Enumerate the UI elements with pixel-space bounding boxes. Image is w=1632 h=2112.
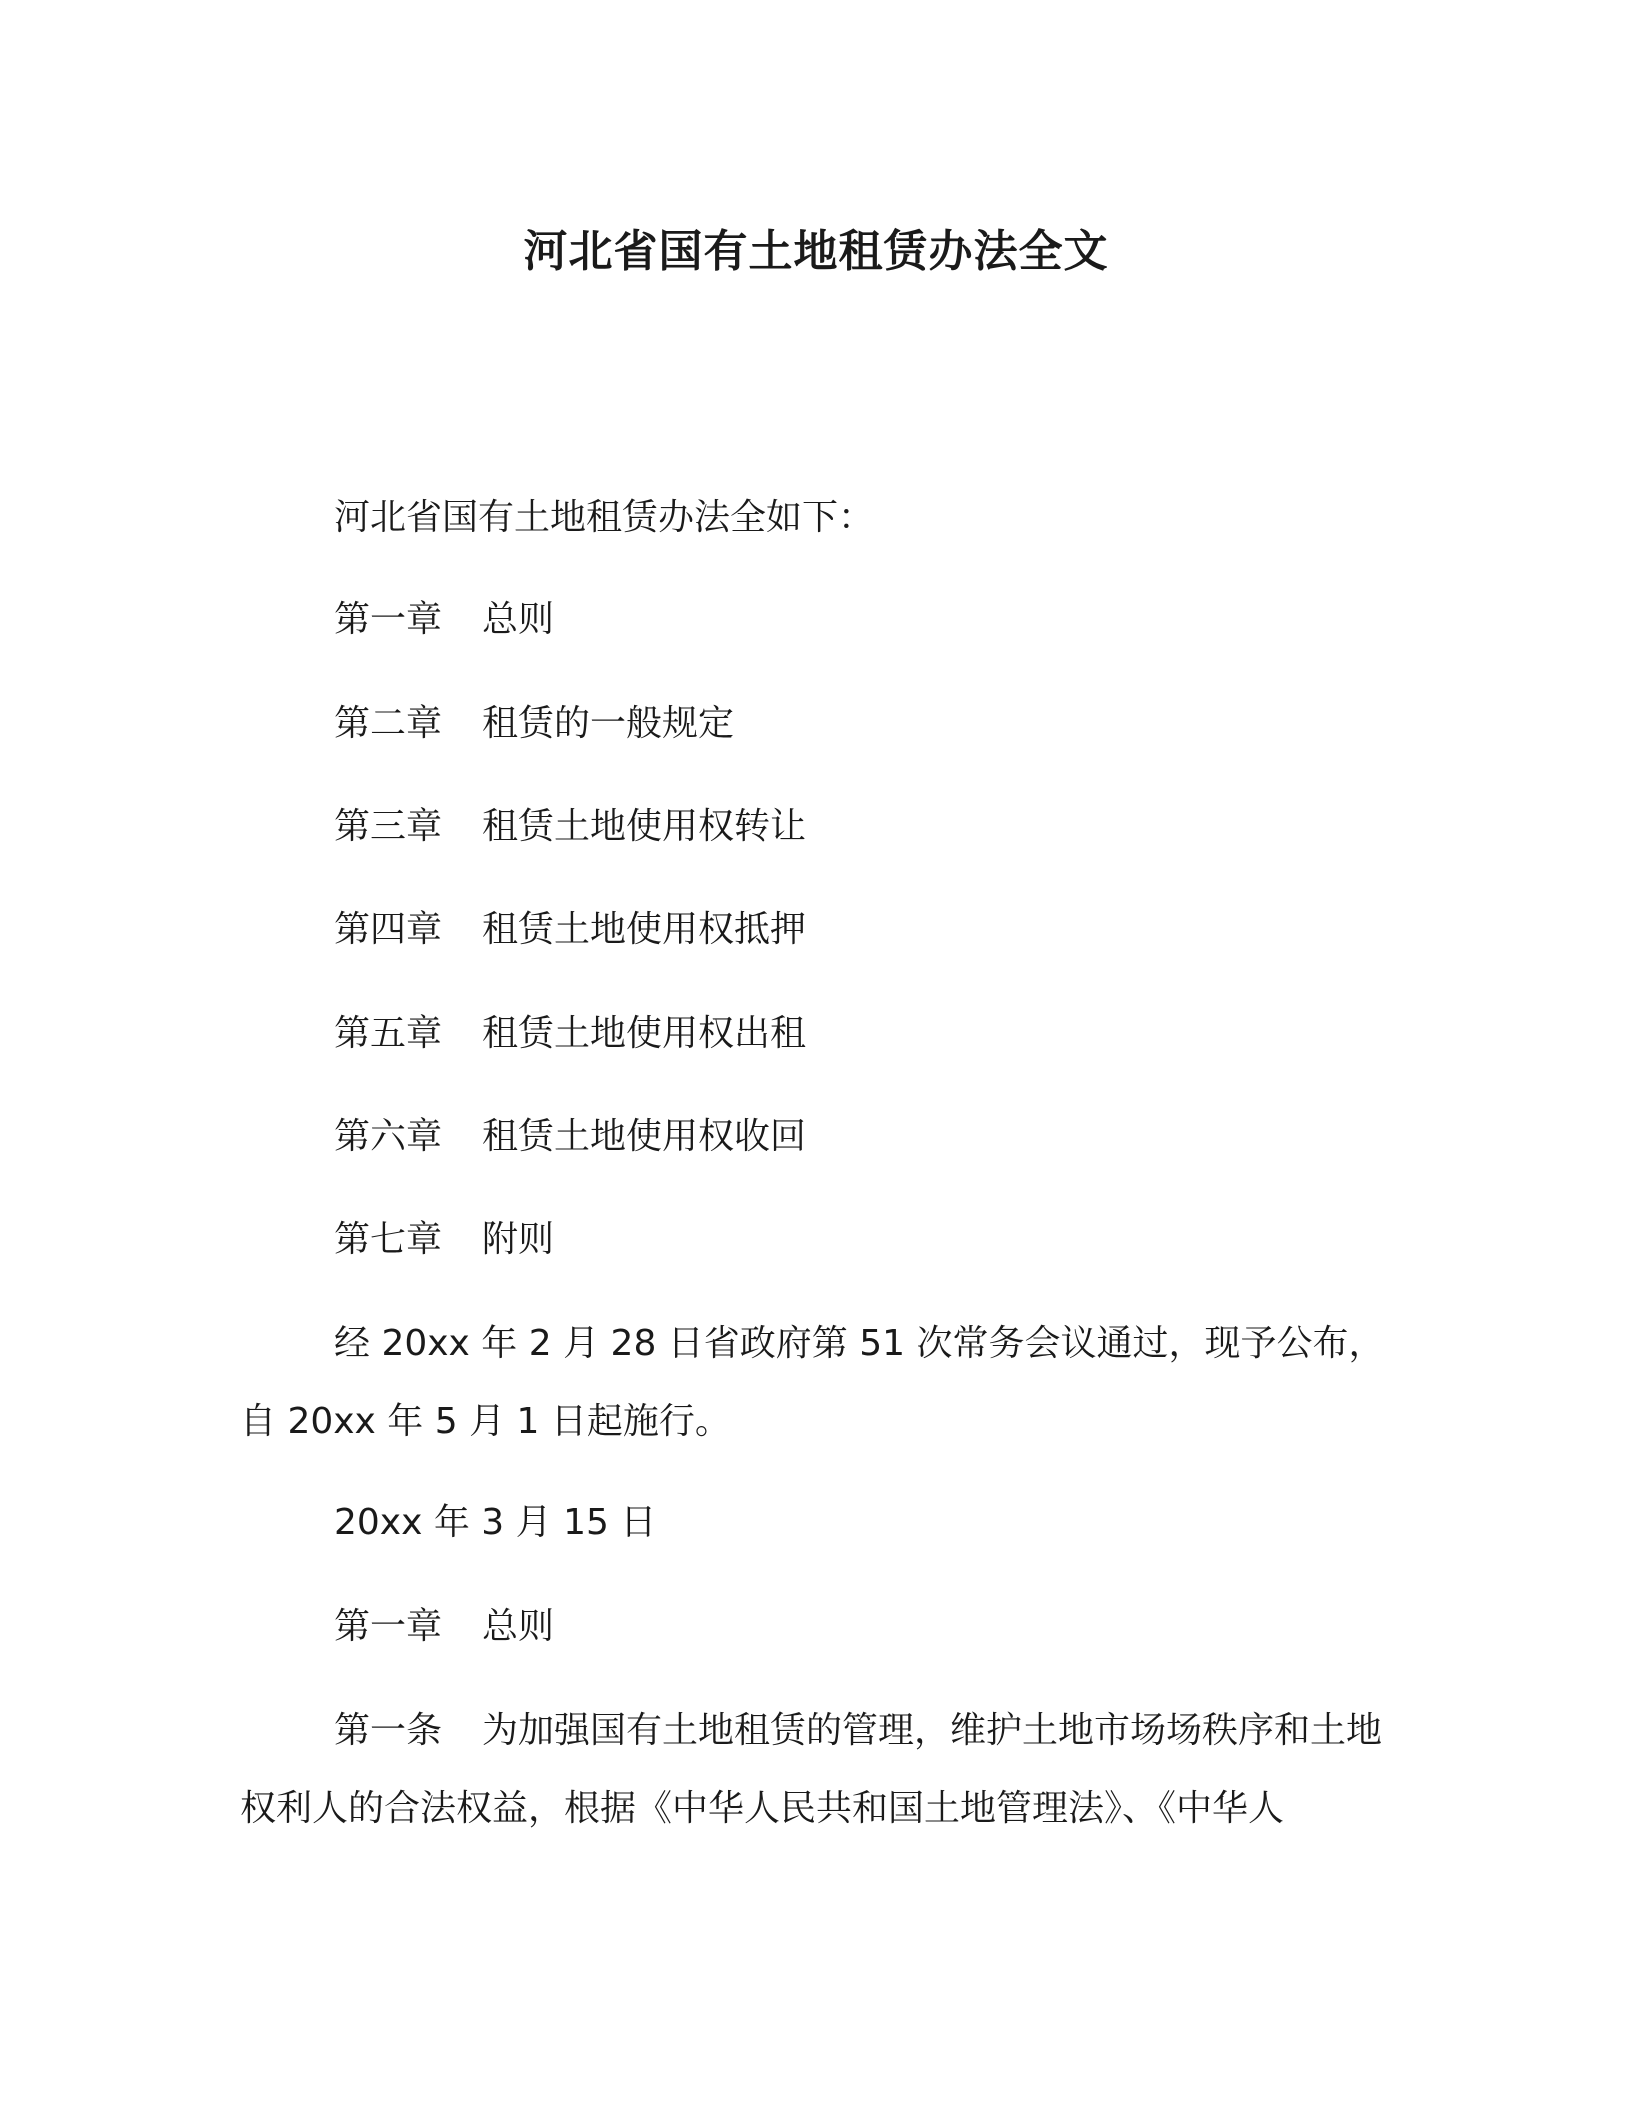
toc-item (334, 596, 554, 644)
chapter-heading-title: 总则 (482, 1606, 555, 1647)
chapter-heading-label: 第一章 (334, 1606, 443, 1647)
toc-chapter-label: 第四章 (334, 909, 443, 950)
toc-chapter-label: 第一章 (334, 599, 443, 640)
toc-item (334, 906, 806, 954)
article-paragraph-continued: 权利人的合法权益，根据《中华人民共和国土地管理法》、《中华人 (240, 1788, 1285, 1829)
toc-item (334, 700, 734, 748)
article-label: 第一条 (334, 1710, 443, 1751)
article-text: 为加强国有土地租赁的管理，维护土地市场场秩序和土地 (482, 1710, 1383, 1751)
toc-item (334, 1216, 554, 1264)
toc-item (334, 1010, 806, 1058)
article-paragraph (334, 1707, 1382, 1755)
toc-chapter-label: 第五章 (334, 1013, 443, 1054)
toc-chapter-title: 租赁土地使用权抵押 (482, 909, 807, 950)
toc-chapter-label: 第七章 (334, 1219, 443, 1260)
toc-chapter-label: 第六章 (334, 1116, 443, 1157)
toc-chapter-title: 租赁土地使用权出租 (482, 1013, 807, 1054)
chapter-heading (334, 1603, 554, 1651)
intro-line: 河北省国有土地租赁办法全如下： (334, 497, 875, 538)
promulgation-date: 20xx 年 3 月 15 日 (334, 1502, 657, 1543)
toc-item (334, 803, 806, 851)
toc-chapter-label: 第二章 (334, 703, 443, 744)
document-title: 河北省国有土地租赁办法全文 (523, 226, 1109, 277)
toc-chapter-title: 附则 (482, 1219, 555, 1260)
toc-chapter-label: 第三章 (334, 806, 443, 847)
toc-chapter-title: 租赁的一般规定 (482, 703, 735, 744)
approval-line-continued: 自 20xx 年 5 月 1 日起施行。 (240, 1401, 731, 1442)
toc-chapter-title: 总则 (482, 599, 555, 640)
toc-chapter-title: 租赁土地使用权收回 (482, 1116, 807, 1157)
toc-item (334, 1113, 806, 1161)
approval-line: 经 20xx 年 2 月 28 日省政府第 51 次常务会议通过，现予公布， (334, 1323, 1385, 1364)
toc-chapter-title: 租赁土地使用权转让 (482, 806, 807, 847)
